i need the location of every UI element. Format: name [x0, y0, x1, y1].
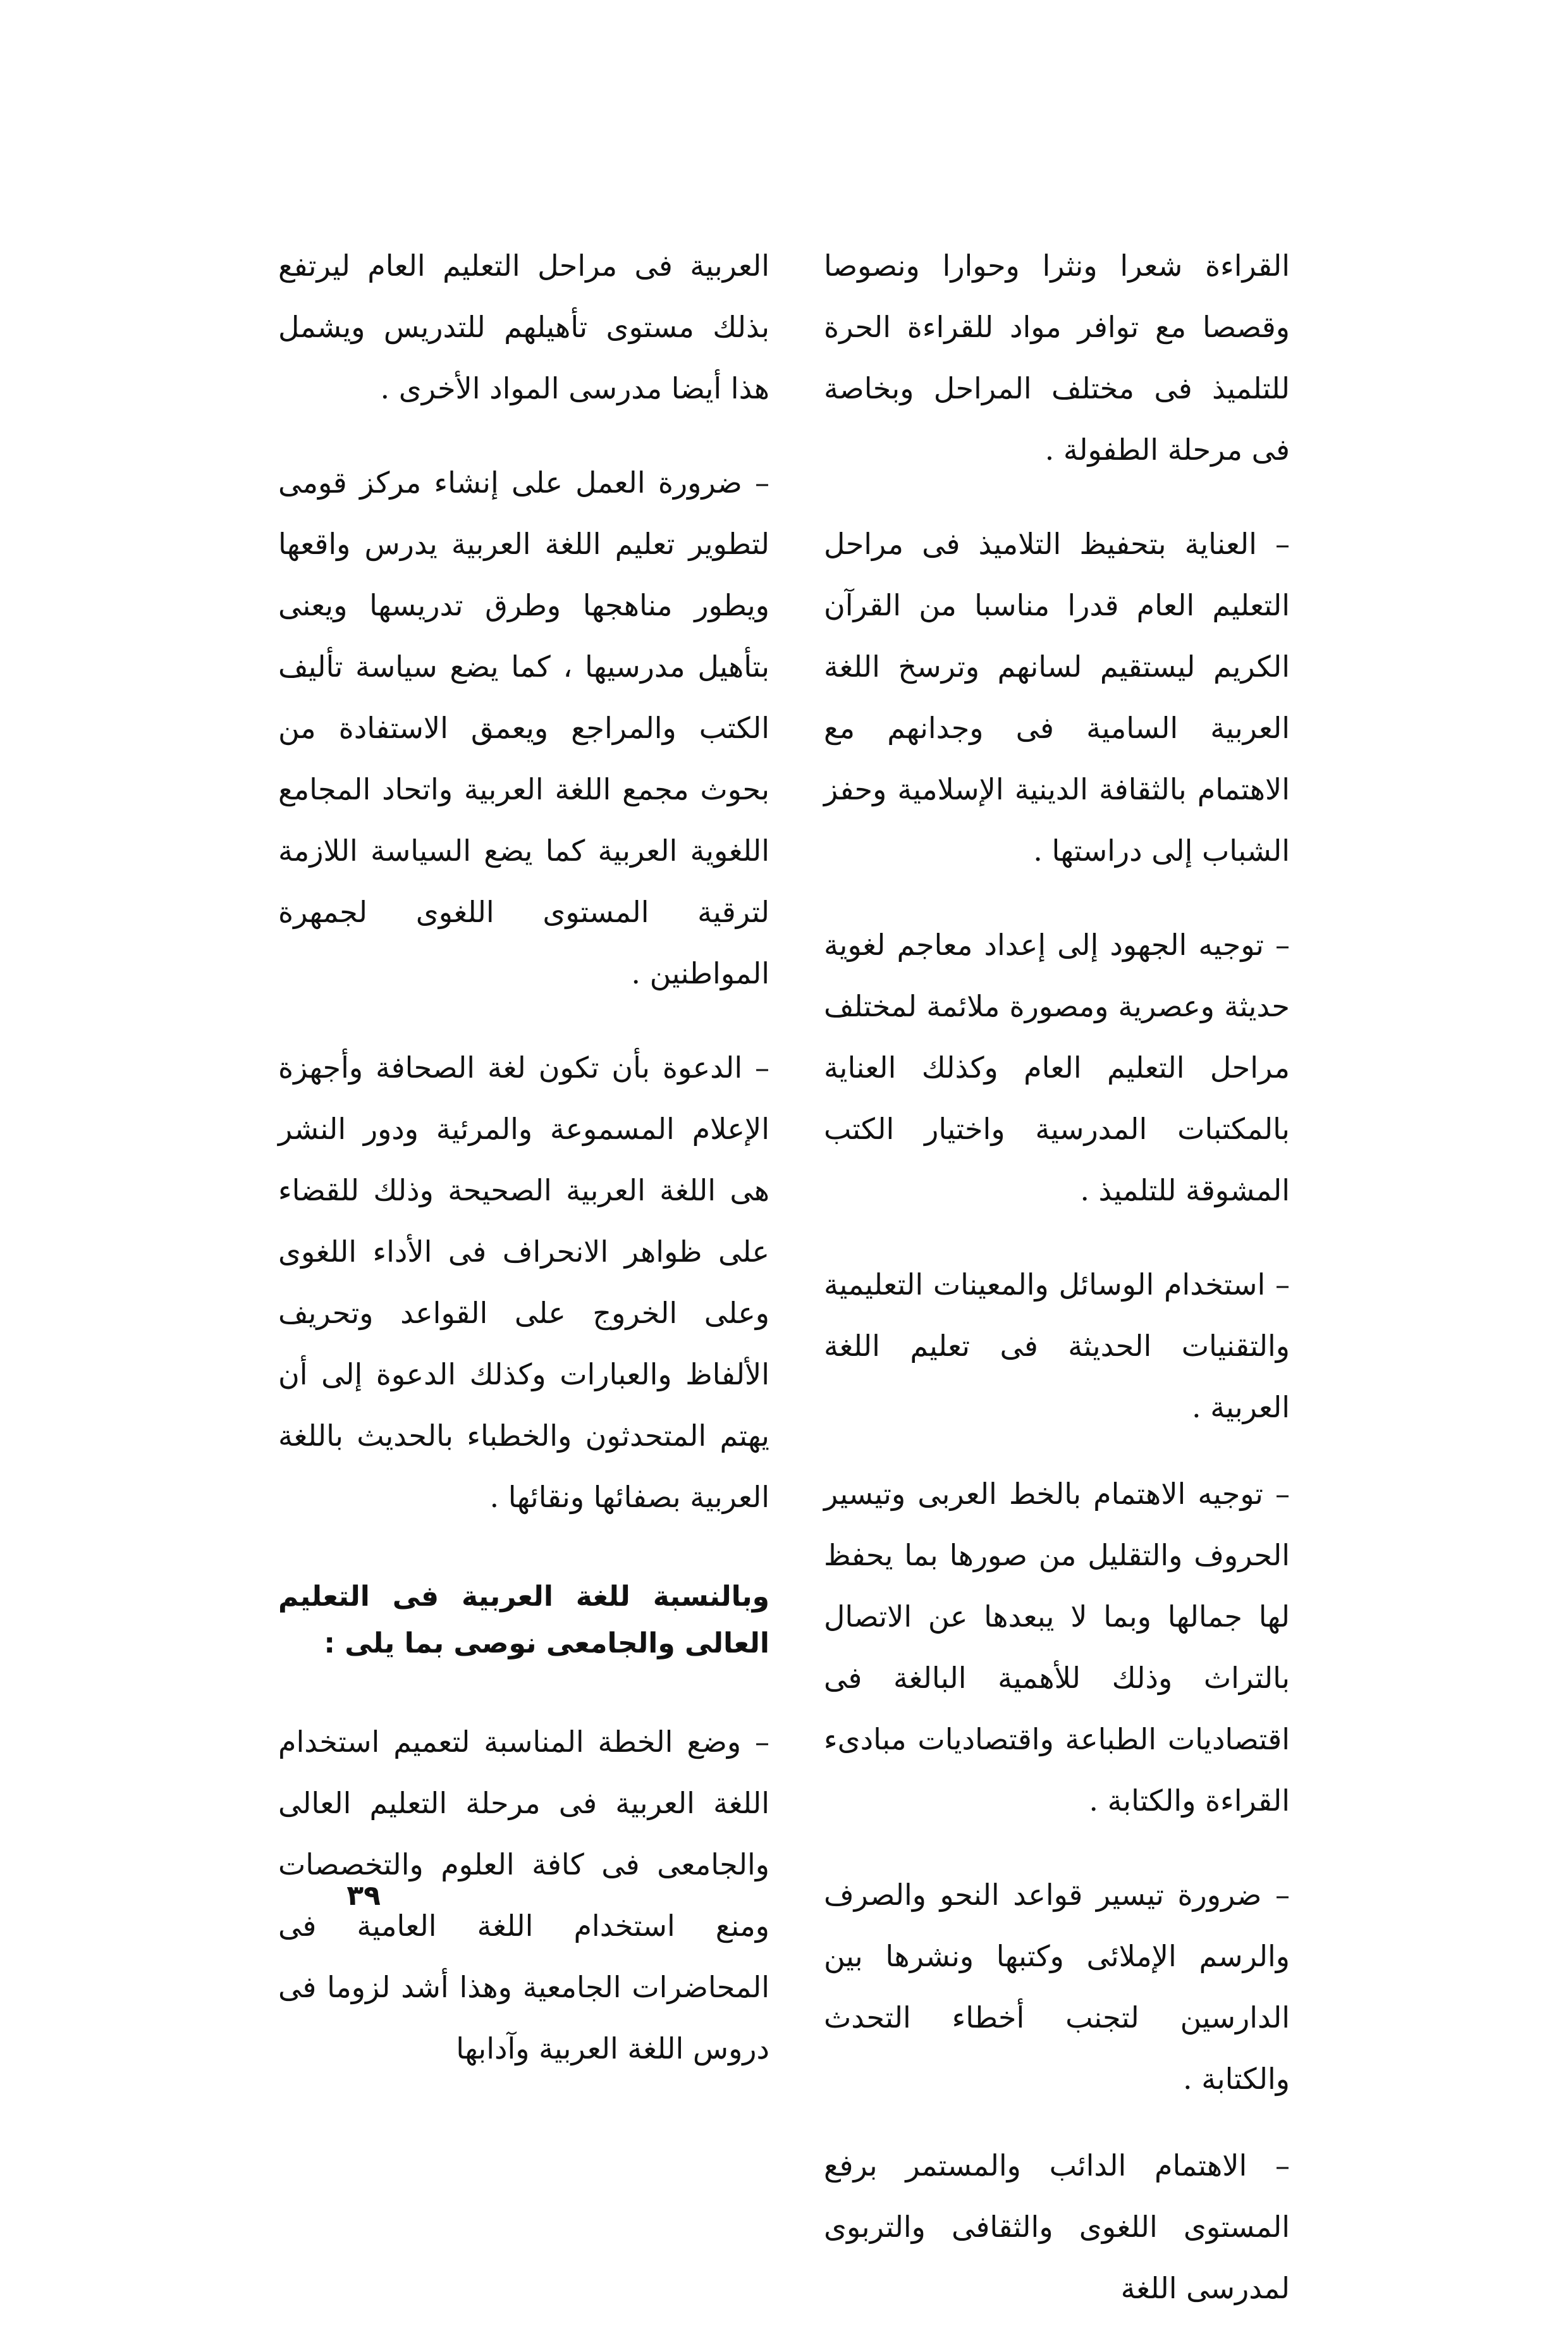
paragraph: القراءة شعرا ونثرا وحوارا ونصوصا وقصصا مع توافر مواد للقراءة الحرة للتلميذ فى مختلف المراحل وبخاصة فى مرحلة الطفولة . [824, 249, 1290, 467]
paragraph: – توجيه الاهتمام بالخط العربى وتيسير الحروف والتقليل من صورها بما يحفظ لها جمالها وبما لا يبعدها عن الاتصال بالتراث وذلك للأهمية البالغة فى اقتصاديات الطباعة واقتصاديات مبادىء القراءة والكتابة . [824, 1477, 1290, 1818]
paragraph: – ضرورة تيسير قواعد النحو والصرف والرسم الإملائى وكتبها ونشرها بين الدارسين لتجنب أخطاء التحدث والكتابة . [824, 1878, 1290, 2096]
paragraph: – استخدام الوسائل والمعينات التعليمية والتقنيات الحديثة فى تعليم اللغة العربية . [824, 1267, 1290, 1424]
right-column [824, 235, 1290, 2352]
paragraph: – الدعوة بأن تكون لغة الصحافة وأجهزة الإعلام المسموعة والمرئية ودور النشر هى اللغة العربية الصحيحة وذلك للقضاء على ظواهر الانحراف فى الأداء اللغوى وعلى الخروج على القواعد وتحريف الألفاظ والعبارات وكذلك الدعوة إلى أن يهتم المتحدثون والخطباء بالحديث باللغة العربية بصفائها ونقائها . [278, 1050, 769, 1514]
paragraph: – وضع الخطة المناسبة لتعميم استخدام اللغة العربية فى مرحلة التعليم العالى والجامعى فى كافة العلوم والتخصصات ومنع استخدام اللغة العامية فى المحاضرات الجامعية وهذا أشد لزوما فى دروس اللغة العربية وآدابها [278, 1725, 769, 2066]
paragraph: – توجيه الجهود إلى إعداد معاجم لغوية حديثة وعصرية ومصورة ملائمة لمختلف مراحل التعليم العام وكذلك العناية بالمكتبات المدرسية واختيار الكتب المشوقة للتلميذ . [824, 928, 1290, 1207]
section-heading: وبالنسبة للغة العربية فى التعليم العالى والجامعى نوصى بما يلى : [278, 1580, 769, 1659]
paragraph: – ضرورة العمل على إنشاء مركز قومى لتطوير تعليم اللغة العربية يدرس واقعها ويطور مناهجها وطرق تدريسها ويعنى بتأهيل مدرسيها ، كما يضع سياسة تأليف الكتب والمراجع ويعمق الاستفادة من بحوث مجمع اللغة العربية واتحاد المجامع اللغوية العربية كما يضع السياسة اللازمة لترقية المستوى اللغوى لجمهرة المواطنين . [278, 465, 769, 990]
paragraph: – الاهتمام الدائب والمستمر برفع المستوى اللغوى والثقافى والتربوى لمدرسى اللغة [824, 2148, 1290, 2305]
page-number: ٣٩ [346, 1880, 381, 1912]
paragraph: العربية فى مراحل التعليم العام ليرتفع بذلك مستوى تأهيلهم للتدريس ويشمل هذا أيضا مدرسى المواد الأخرى . [278, 249, 769, 405]
left-column [278, 235, 769, 2112]
paragraph: – العناية بتحفيظ التلاميذ فى مراحل التعليم العام قدرا مناسبا من القرآن الكريم ليستقيم لسانهم وترسخ اللغة العربية السامية فى وجدانهم مع الاهتمام بالثقافة الدينية الإسلامية وحفز الشباب إلى دراستها . [824, 527, 1290, 868]
